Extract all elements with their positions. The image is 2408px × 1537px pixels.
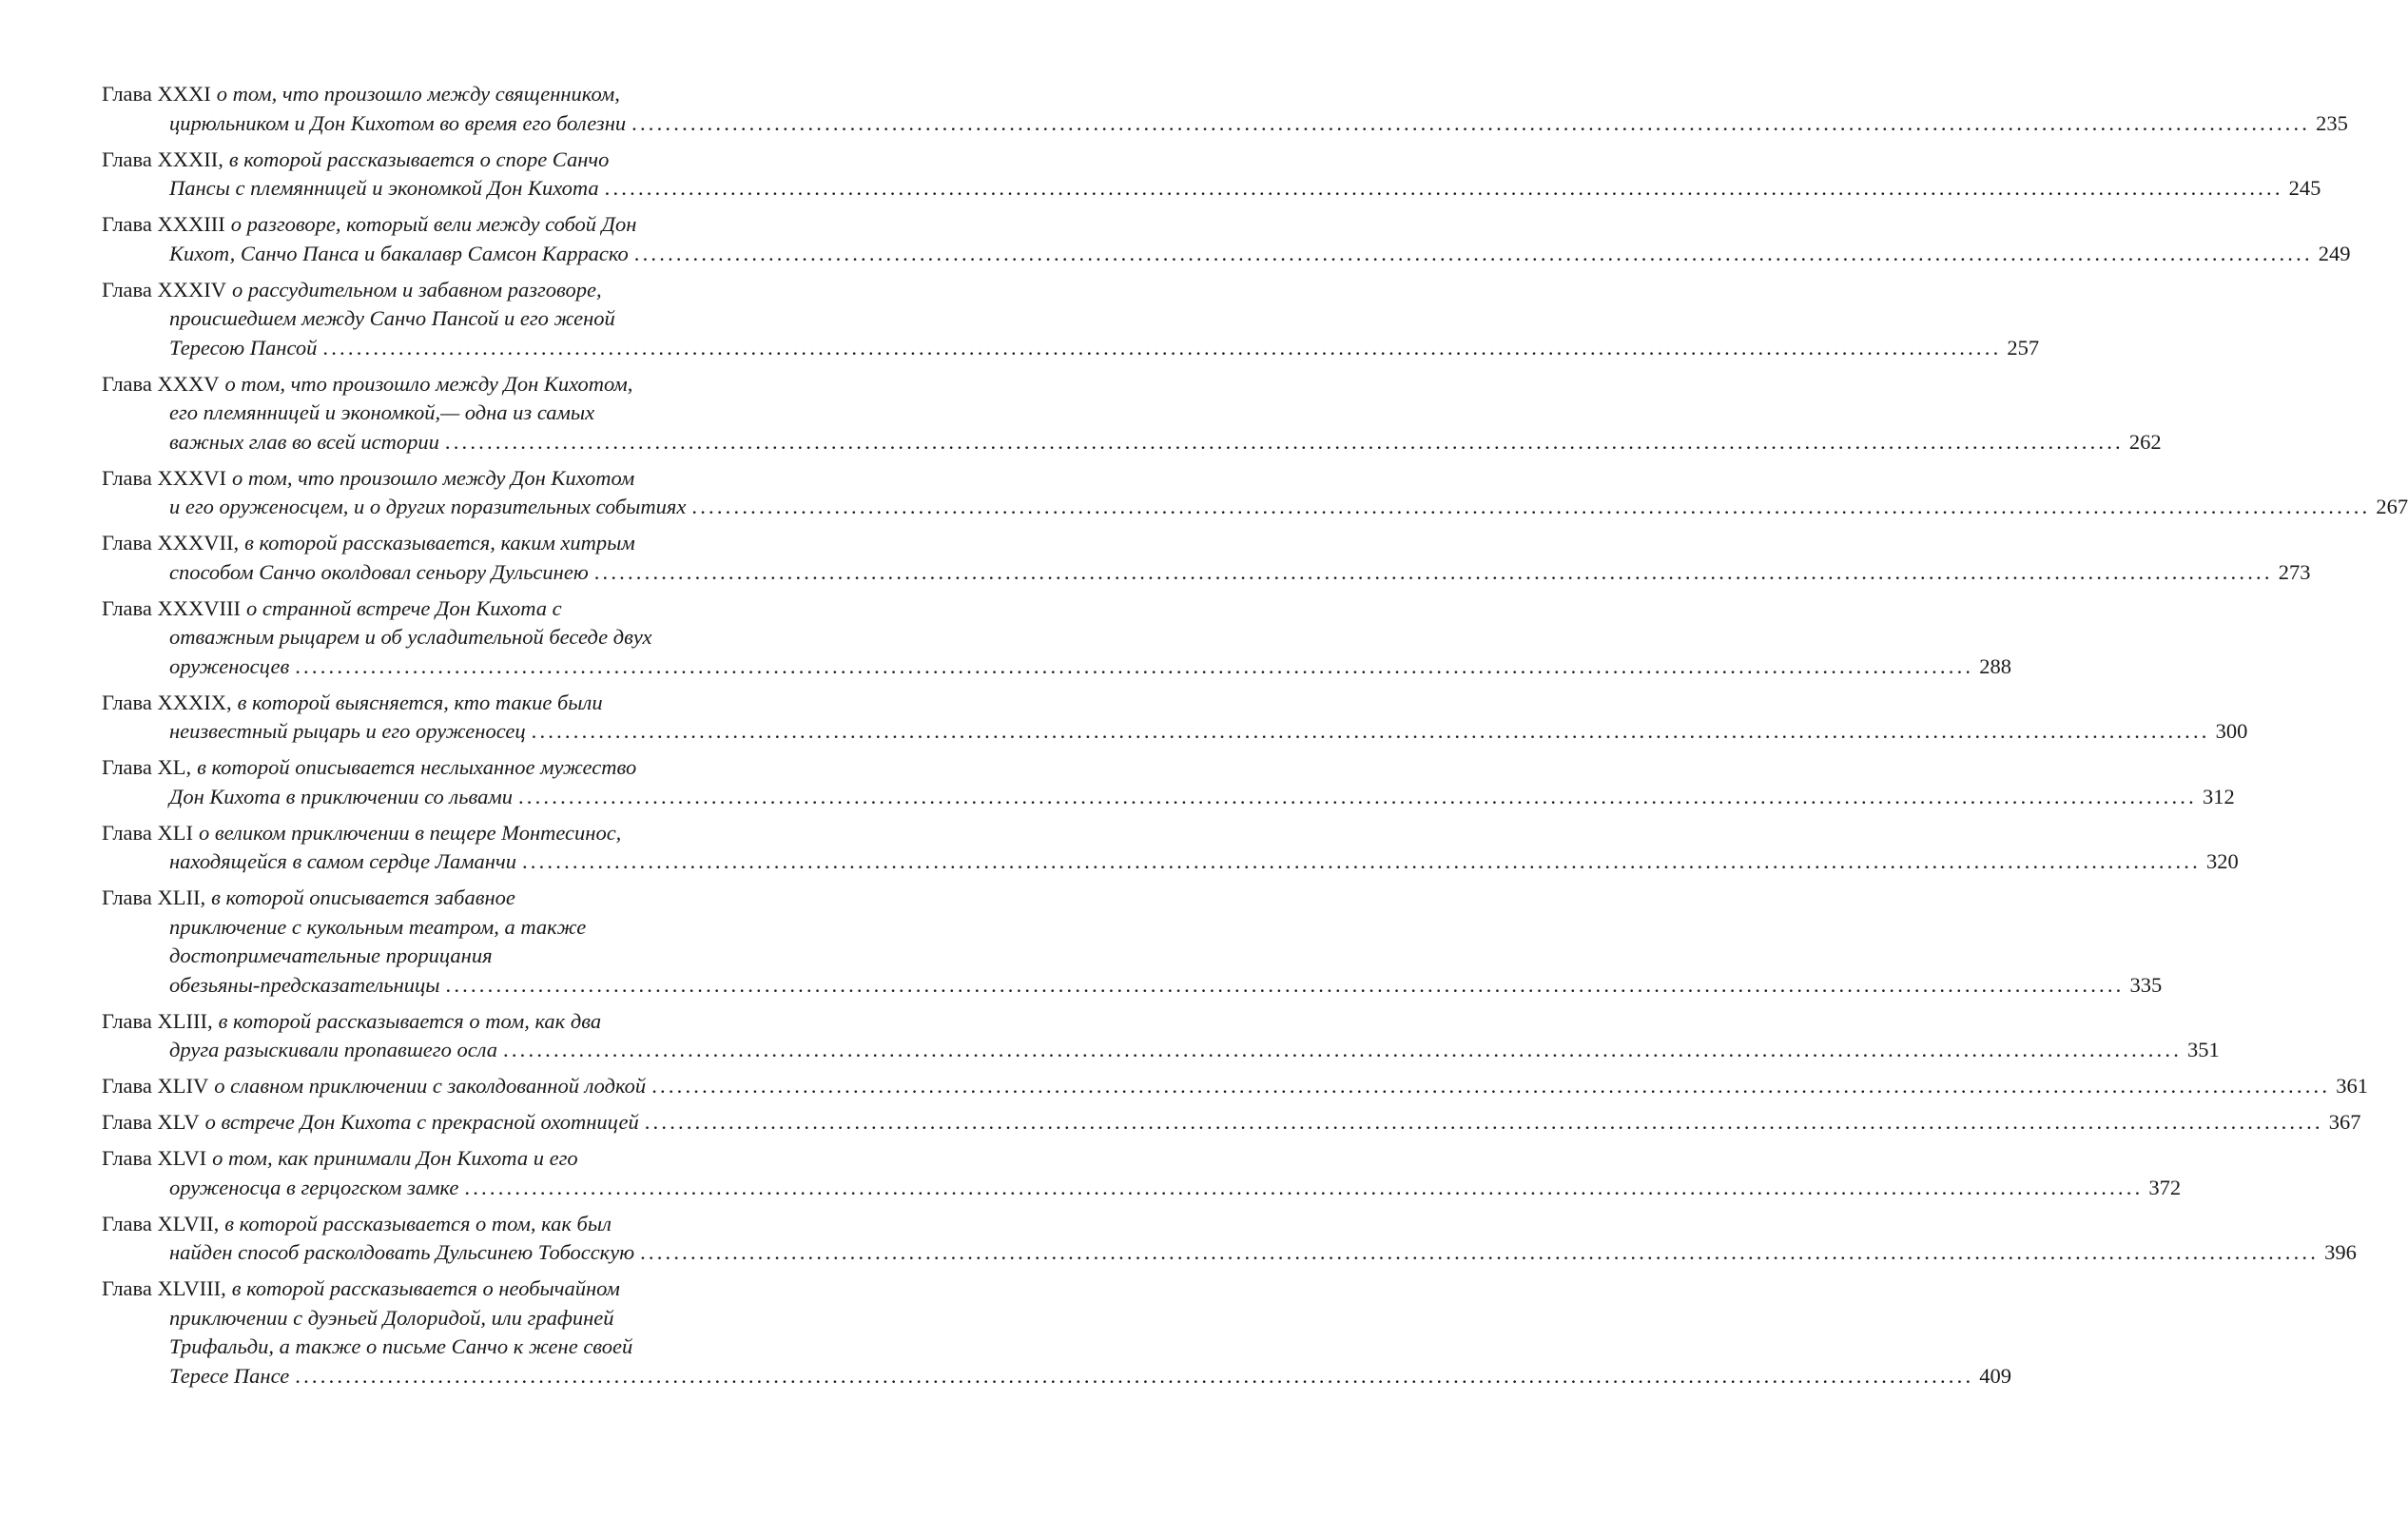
chapter-title-text: способом Санчо околдовал сеньору Дульсинею xyxy=(169,559,589,584)
toc-entry xyxy=(102,210,2351,268)
chapter-title-text: происшедшем между Санчо Пансой и его женой xyxy=(169,306,615,330)
chapter-label: Глава XXXIII xyxy=(102,212,225,236)
dot-leader: ........................................................................................................................................................................................................ xyxy=(633,241,2313,265)
chapter-title-text: Тересе Пансе xyxy=(169,1363,290,1388)
page-number: 335 xyxy=(2129,972,2163,997)
toc-line xyxy=(102,1210,823,1239)
toc-line xyxy=(102,276,823,305)
page-number: 409 xyxy=(1979,1363,2012,1388)
toc-line xyxy=(102,558,2311,588)
toc-line xyxy=(102,652,2011,682)
chapter-label: Глава XXXIX, xyxy=(102,690,232,714)
toc-line xyxy=(102,783,2235,812)
toc-line xyxy=(102,1108,2361,1138)
page-number: 367 xyxy=(2328,1110,2361,1134)
chapter-title-text: найден способ расколдовать Дульсинею Тобосскую xyxy=(169,1240,635,1264)
toc-entry xyxy=(102,464,2408,522)
chapter-title-text: в которой рассказывается о споре Санчо xyxy=(228,146,610,171)
page-number: 257 xyxy=(2007,335,2040,360)
toc-line xyxy=(102,370,823,399)
toc-line xyxy=(102,146,823,175)
chapter-title-text: в которой рассказывается о необычайном xyxy=(231,1276,620,1300)
chapter-title-text: о том, что произошло между Дон Кихотом, xyxy=(224,371,633,396)
toc-line xyxy=(102,1238,2357,1268)
chapter-title-text: Пансы с племянницей и экономкой Дон Кихота xyxy=(169,176,599,200)
toc-entry xyxy=(102,689,2248,747)
toc-line xyxy=(102,1007,823,1037)
chapter-title-text: о рассудительном и забавном разговоре, xyxy=(231,277,602,302)
toc-line xyxy=(102,971,2163,1001)
toc-line xyxy=(102,80,823,109)
toc-line xyxy=(102,847,2239,877)
dot-leader: ........................................................................................................................................................................................................ xyxy=(604,176,2283,200)
chapter-title-text: Кихот, Санчо Панса и бакалавр Самсон Карраско xyxy=(169,241,629,265)
dot-leader: ........................................................................................................................................................................................................ xyxy=(445,972,2125,997)
toc-line xyxy=(102,753,823,783)
dot-leader: ........................................................................................................................................................................................................ xyxy=(691,495,2371,518)
toc-line xyxy=(102,1304,823,1333)
chapter-title-text: обезьяны-предсказательницы xyxy=(169,972,440,997)
toc-entry xyxy=(102,276,2040,363)
toc-line xyxy=(102,399,823,428)
toc-line xyxy=(102,717,2248,747)
chapter-label: Глава XXXVI xyxy=(102,465,226,490)
toc-entry xyxy=(102,819,2239,877)
toc-line xyxy=(102,942,823,971)
page-number: 288 xyxy=(1979,653,2011,678)
dot-leader: ........................................................................................................................................................................................................ xyxy=(651,1074,2331,1098)
toc-line xyxy=(102,1144,823,1174)
toc-entry xyxy=(102,1210,2357,1268)
toc-entry xyxy=(102,370,2162,457)
toc-entry xyxy=(102,884,2163,1000)
toc-entry xyxy=(102,1108,2361,1138)
chapter-label: Глава XLVIII, xyxy=(102,1276,226,1300)
dot-leader: ........................................................................................................................................................................................................ xyxy=(295,1363,1974,1388)
chapter-title-text: о том, как принимали Дон Кихота и его xyxy=(212,1146,578,1170)
dot-leader: ........................................................................................................................................................................................................ xyxy=(444,429,2124,454)
chapter-label: Глава XLIV xyxy=(102,1074,209,1098)
chapter-title-text: неизвестный рыцарь и его оруженосец xyxy=(169,719,526,743)
chapter-label: Глава XLV xyxy=(102,1110,200,1134)
page-number: 372 xyxy=(2148,1175,2182,1199)
chapter-label: Глава XXXI xyxy=(102,82,211,106)
page-number: 273 xyxy=(2278,559,2311,584)
chapter-title-text: достопримечательные прорицания xyxy=(169,944,493,967)
toc-line xyxy=(102,174,2321,204)
chapter-title-text: приключении с дуэньей Долоридой, или графиней xyxy=(169,1305,614,1330)
page-number: 235 xyxy=(2316,110,2348,135)
toc-line xyxy=(102,1036,2220,1065)
page-number: 262 xyxy=(2128,429,2162,454)
dot-leader: ........................................................................................................................................................................................................ xyxy=(640,1240,2320,1264)
toc-line xyxy=(102,334,2040,363)
page-number: 396 xyxy=(2324,1240,2357,1264)
table-of-contents xyxy=(102,80,2408,1398)
chapter-label: Глава XLVII, xyxy=(102,1211,220,1235)
chapter-label: Глава XXXII, xyxy=(102,146,223,171)
page-number: 245 xyxy=(2288,176,2321,200)
chapter-title-text: в которой рассказывается, каким хитрым xyxy=(244,531,635,554)
toc-line xyxy=(102,884,823,913)
page-number: 320 xyxy=(2205,849,2239,873)
chapter-title-text: оруженосцев xyxy=(169,653,290,678)
dot-leader: ........................................................................................................................................................................................................ xyxy=(295,653,1974,678)
toc-line xyxy=(102,1333,823,1362)
chapter-title-text: и его оруженосцем, и о других поразительных событиях xyxy=(169,495,687,518)
chapter-label: Глава XXXIV xyxy=(102,277,226,302)
dot-leader: ........................................................................................................................................................................................................ xyxy=(517,784,2197,808)
toc-line xyxy=(102,493,2408,522)
dot-leader: ........................................................................................................................................................................................................ xyxy=(464,1175,2144,1199)
toc-line xyxy=(102,428,2162,457)
toc-line xyxy=(102,529,823,558)
toc-line xyxy=(102,594,823,624)
chapter-title-text: находящейся в самом сердце Ламанчи xyxy=(169,849,516,873)
dot-leader: ........................................................................................................................................................................................................ xyxy=(503,1038,2183,1061)
toc-line xyxy=(102,1072,2368,1101)
toc-entry xyxy=(102,529,2311,587)
toc-line xyxy=(102,210,823,240)
toc-entry xyxy=(102,1144,2182,1202)
page-number: 351 xyxy=(2187,1038,2220,1061)
chapter-title-text: в которой рассказывается о том, как два xyxy=(218,1008,602,1033)
chapter-title-text: Трифальди, а также о письме Санчо к жене своей xyxy=(169,1334,633,1358)
chapter-label: Глава XLI xyxy=(102,820,193,845)
page-number: 312 xyxy=(2202,784,2235,808)
toc-line xyxy=(102,109,2348,139)
chapter-title-text: о славном приключении с заколдованной лодкой xyxy=(214,1074,647,1098)
chapter-label: Глава XXXVIII xyxy=(102,595,241,620)
chapter-title-text: в которой описывается забавное xyxy=(211,885,515,909)
toc-entry xyxy=(102,1274,2012,1391)
toc-entry xyxy=(102,146,2321,204)
chapter-title-text: отважным рыцарем и об усладительной беседе двух xyxy=(169,625,652,649)
chapter-title-text: в которой описывается неслыханное мужество xyxy=(197,755,637,779)
toc-entry xyxy=(102,753,2235,811)
chapter-label: Глава XLIII, xyxy=(102,1008,213,1033)
chapter-label: Глава XLII, xyxy=(102,885,206,909)
chapter-label: Глава XL, xyxy=(102,755,192,779)
toc-entry xyxy=(102,594,2011,682)
toc-line xyxy=(102,1274,823,1304)
chapter-title-text: оруженосца в герцогском замке xyxy=(169,1175,459,1199)
chapter-title-text: цирюльником и Дон Кихотом во время его болезни xyxy=(169,110,627,135)
toc-entry xyxy=(102,80,2348,138)
chapter-title-text: Дон Кихота в приключении со львами xyxy=(169,784,513,808)
dot-leader: ........................................................................................................................................................................................................ xyxy=(521,849,2201,873)
page-number: 300 xyxy=(2215,719,2248,743)
chapter-title-text: важных глав во всей истории xyxy=(169,429,439,454)
chapter-title-text: в которой рассказывается о том, как был xyxy=(224,1211,612,1235)
toc-entry xyxy=(102,1072,2368,1101)
chapter-label: Глава XXXV xyxy=(102,371,220,396)
toc-line xyxy=(102,464,823,494)
toc-line xyxy=(102,1362,2012,1391)
dot-leader: ........................................................................................................................................................................................................ xyxy=(631,110,2311,135)
dot-leader: ........................................................................................................................................................................................................ xyxy=(322,335,2002,360)
toc-line xyxy=(102,1174,2182,1203)
page-number: 361 xyxy=(2336,1074,2368,1098)
toc-line xyxy=(102,240,2351,269)
chapter-title-text: в которой выясняется, кто такие были xyxy=(237,690,603,714)
chapter-title-text: Тересою Пансой xyxy=(169,335,318,360)
chapter-title-text: о странной встрече Дон Кихота с xyxy=(245,595,562,620)
page-number: 267 xyxy=(2376,495,2408,518)
toc-entry xyxy=(102,1007,2220,1065)
chapter-label: Глава XXXVII, xyxy=(102,531,240,554)
toc-line xyxy=(102,913,823,943)
page-number: 249 xyxy=(2318,241,2351,265)
toc-line xyxy=(102,304,823,334)
toc-line xyxy=(102,689,823,718)
toc-line xyxy=(102,623,823,652)
chapter-title-text: о том, что произошло между Дон Кихотом xyxy=(231,465,635,490)
toc-line xyxy=(102,819,823,848)
chapter-label: Глава XLVI xyxy=(102,1146,207,1170)
dot-leader: ........................................................................................................................................................................................................ xyxy=(593,559,2273,584)
chapter-title-text: приключение с кукольным театром, а также xyxy=(169,914,587,939)
chapter-title-text: о разговоре, который вели между собой Дон xyxy=(230,212,637,236)
dot-leader: ........................................................................................................................................................................................................ xyxy=(644,1110,2323,1134)
chapter-title-text: о встрече Дон Кихота с прекрасной охотницей xyxy=(204,1110,639,1134)
dot-leader: ........................................................................................................................................................................................................ xyxy=(531,719,2210,743)
chapter-title-text: о том, что произошло между священником, xyxy=(216,82,620,106)
chapter-title-text: друга разыскивали пропавшего осла xyxy=(169,1038,498,1061)
chapter-title-text: о великом приключении в пещере Монтесинос, xyxy=(198,820,622,845)
chapter-title-text: его племянницей и экономкой,— одна из самых xyxy=(169,400,595,424)
